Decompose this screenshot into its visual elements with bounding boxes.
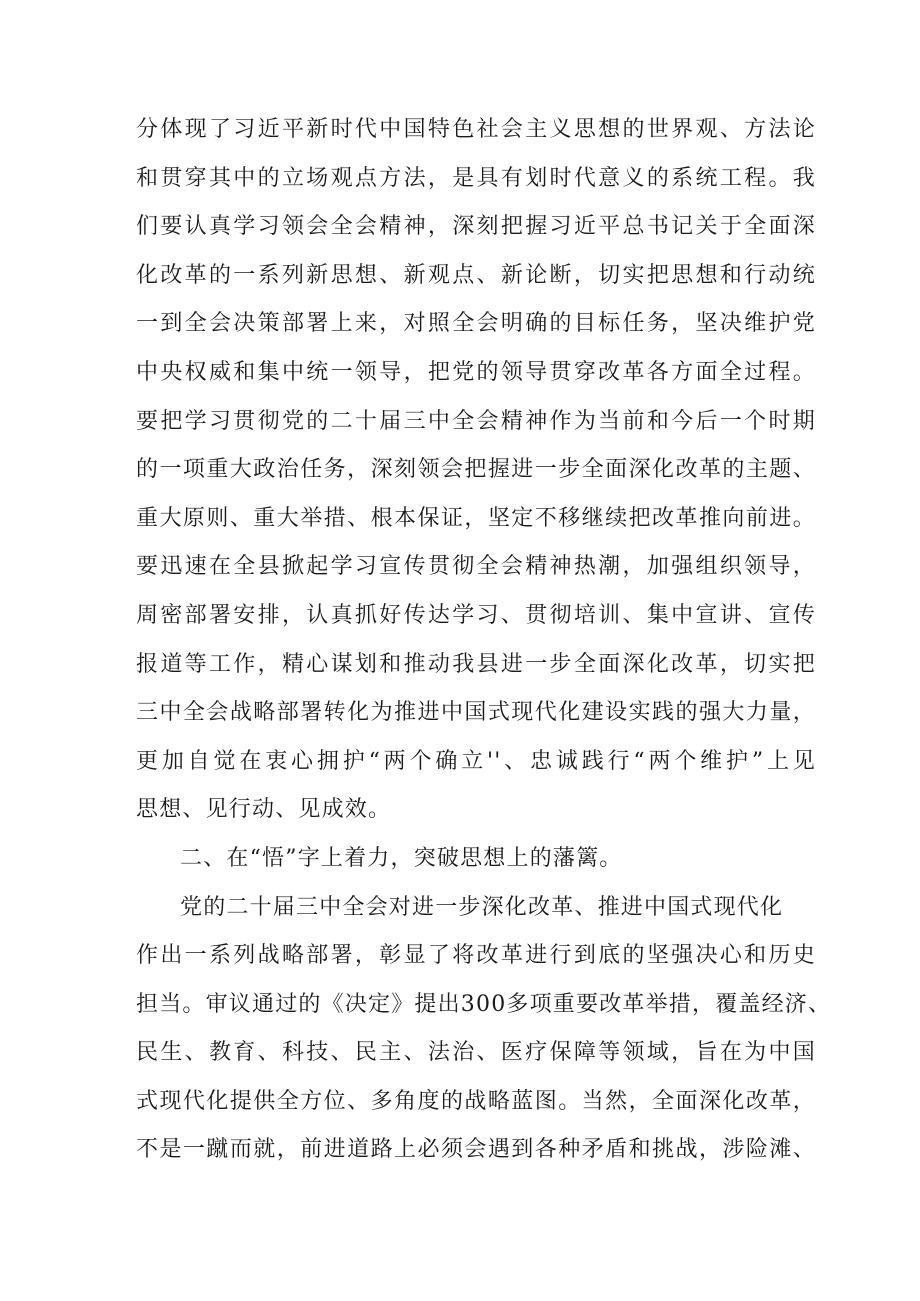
text-line: 周密部署安排，认真抓好传达学习、贯彻培训、集中宣讲、宣传 [136, 602, 816, 628]
document-body [136, 106, 832, 1175]
text-line: 和贯穿其中的立场观点方法，是具有划时代意义的系统工程。我 [136, 165, 816, 191]
text-line: 报道等工作，精心谋划和推动我县进一步全面深化改革，切实把 [136, 651, 816, 677]
text-line: 三中全会战略部署转化为推进中国式现代化建设实践的强大力量， [136, 700, 816, 726]
text-line: 作出一系列战略部署，彰显了将改革进行到底的坚强决心和历史 [136, 943, 816, 969]
text-line: 分体现了习近平新时代中国特色社会主义思想的世界观、方法论 [136, 117, 816, 142]
text-line: 们要认真学习领会全会精神，深刻把握习近平总书记关于全面深 [136, 214, 816, 240]
text-line: 担当。审议通过的《决定》提出300多项重要改革举措，覆盖经济、 [136, 991, 832, 1017]
text-line: 重大原则、重大举措、根本保证，坚定不移继续把改革推向前进。 [136, 505, 816, 531]
text-line: 党的二十届三中全会对进一步深化改革、推进中国式现代化 [180, 894, 784, 920]
text-line: 民生、教育、科技、民主、法治、医疗保障等领域，旨在为中国 [136, 1040, 816, 1066]
text-line: 化改革的一系列新思想、新观点、新论断，切实把思想和行动统 [136, 262, 816, 288]
text-line: 更加自觉在衷心拥护“两个确立''、忠诚践行“两个维护”上见 [136, 748, 816, 774]
section-heading: 二、在“悟”字上着力，突破思想上的藩篱。 [180, 845, 623, 871]
text-line: 不是一蹴而就，前进道路上必须会遇到各种矛盾和挑战，涉险滩、 [136, 1137, 816, 1163]
text-line: 一到全会决策部署上来，对照全会明确的目标任务，坚决维护党 [136, 311, 816, 337]
text-line: 的一项重大政治任务，深刻领会把握进一步全面深化改革的主题、 [136, 457, 816, 483]
text-line: 式现代化提供全方位、多角度的战略蓝图。当然，全面深化改革， [136, 1088, 816, 1114]
text-line: 中央权威和集中统一领导，把党的领导贯穿改革各方面全过程。 [136, 359, 816, 385]
text-line: 要把学习贯彻党的二十届三中全会精神作为当前和今后一个时期 [136, 408, 816, 434]
text-line: 要迅速在全县掀起学习宣传贯彻全会精神热潮，加强组织领导， [136, 554, 816, 580]
text-line: 思想、见行动、见成效。 [136, 797, 392, 823]
